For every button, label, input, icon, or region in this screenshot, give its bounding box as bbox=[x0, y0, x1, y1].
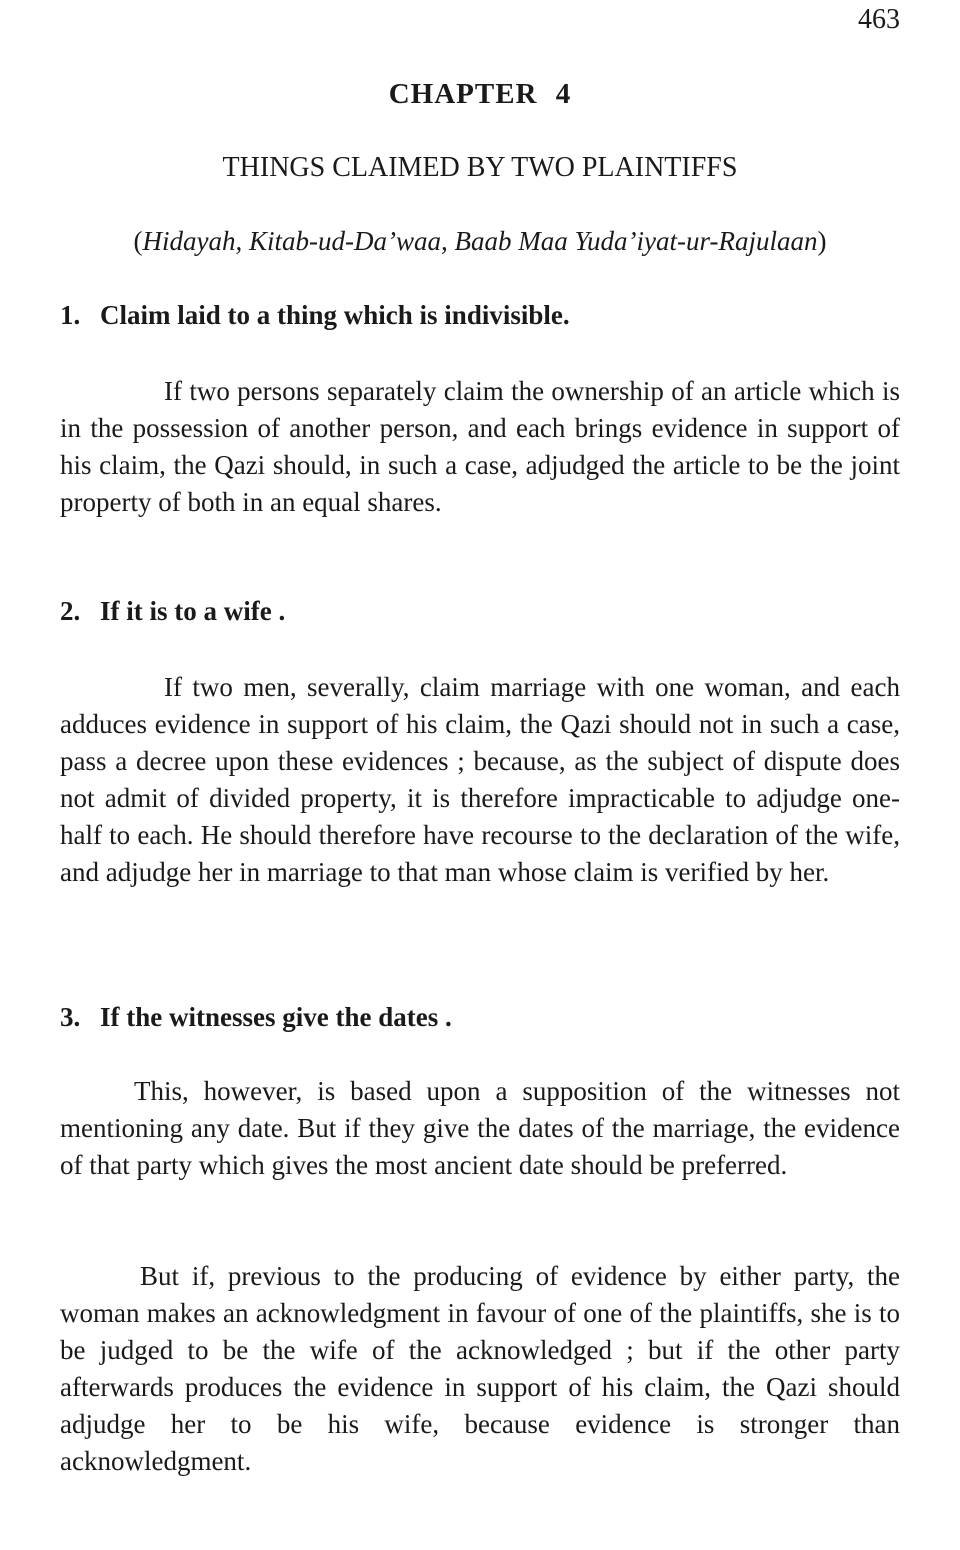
section-heading-1 bbox=[60, 300, 570, 331]
section-3-paragraph-1: This, however, is based upon a supposition of the witnesses not mentioning any date. But if they give the dates of the marriage, the evidence of that party which gives the most ancient date should be preferred. bbox=[60, 1076, 900, 1180]
section-heading-text: If it is to a wife . bbox=[100, 596, 286, 626]
source-title: Hidayah, Kitab-ud-Da’waa, Baab Maa Yuda’iyat-ur-Rajulaan bbox=[142, 226, 818, 256]
section-heading-text: Claim laid to a thing which is indivisible. bbox=[100, 300, 570, 330]
section-number: 2. bbox=[60, 596, 81, 626]
section-2-paragraph-1: If two men, severally, claim marriage with one woman, and each adduces evidence in support of his claim, the Qazi should not in such a case, pass a decree upon these evidences ; because, as the subject of dispute does not admit of divided property, it is therefore impracticable to adjudge one-half to each. He should therefore have recourse to the declaration of the wife, and adjudge her in marriage to that man whose claim is verified by her. bbox=[60, 672, 900, 887]
section-1-paragraph-1: If two persons separately claim the ownership of an article which is in the possession of another person, and each brings evidence in support of his claim, the Qazi should, in such a case, adjudged the article to be the joint property of both in an equal shares. bbox=[60, 376, 900, 517]
source-close-paren: ) bbox=[817, 226, 827, 256]
source-reference bbox=[60, 226, 900, 257]
section-heading-2 bbox=[60, 596, 285, 627]
section-number: 3. bbox=[60, 1002, 81, 1032]
section-heading-3 bbox=[60, 1002, 452, 1033]
source-open-paren: ( bbox=[133, 226, 143, 256]
section-3-paragraph-2: But if, previous to the producing of evidence by either party, the woman makes an acknowledgment in favour of one of the plaintiffs, she is to be judged to be the wife of the acknowledged ; but if the other party afterwards produces the evidence in support of his claim, the Qazi should adjudge her to be his wife, because evidence is stronger than acknowledgment. bbox=[60, 1261, 900, 1476]
chapter-subtitle: THINGS CLAIMED BY TWO PLAINTIFFS bbox=[222, 152, 738, 183]
chapter-title: CHAPTER 4 bbox=[388, 78, 572, 110]
page-number: 463 bbox=[858, 4, 900, 35]
section-heading-text: If the witnesses give the dates . bbox=[100, 1002, 452, 1032]
section-number: 1. bbox=[60, 300, 81, 330]
